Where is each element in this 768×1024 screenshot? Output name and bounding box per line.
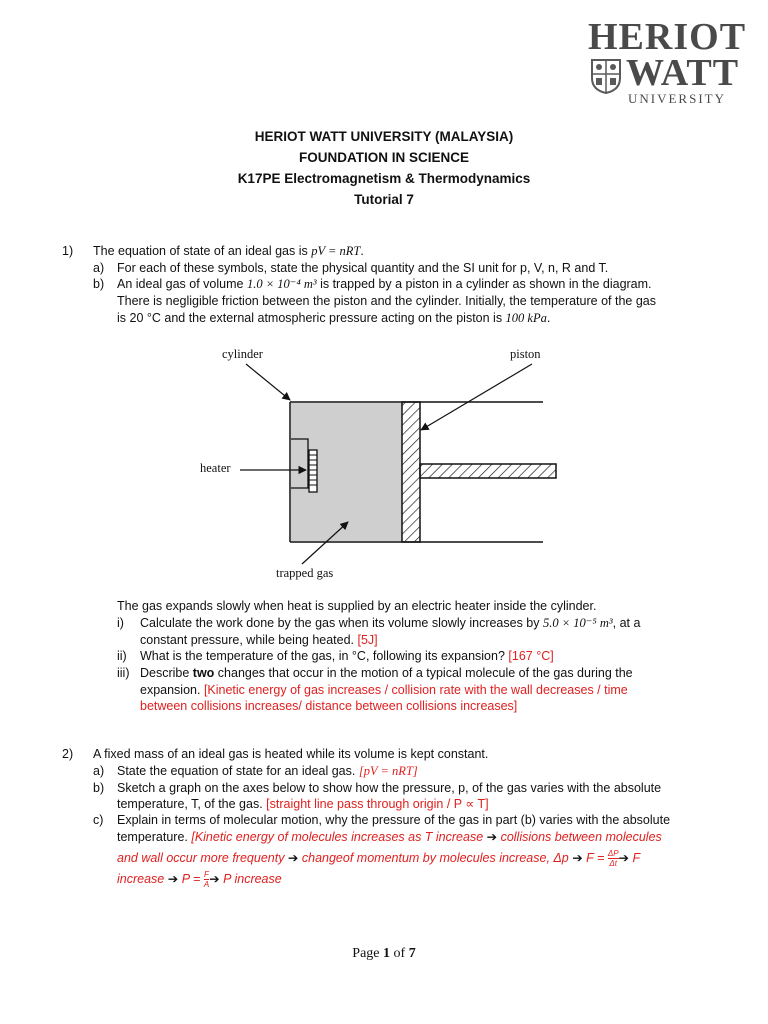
piston-rod [420, 464, 556, 478]
crest-icon [590, 58, 622, 94]
heater-coil [309, 450, 317, 492]
q2a-answer: [pV = nRT] [358, 764, 418, 778]
q2c-fraction-dp-dt [608, 849, 619, 868]
footer-of-word: of [390, 946, 409, 961]
q2c-answer-d: changeof momentum by molecules increase, Δp [298, 850, 573, 865]
piston-head [402, 402, 420, 542]
q1-intro [93, 243, 364, 260]
label-trapped-gas: trapped gas [276, 566, 334, 580]
q2c-line-1: Explain in terms of molecular motion, why the pressure of the gas in part (b) varies with the absolute [117, 813, 671, 827]
q1i-line-2 [140, 632, 378, 649]
cylinder-piston-diagram [190, 340, 570, 585]
q1b-line-2: There is negligible friction between the piston and the cylinder. Initially, the temperature of the gas [117, 294, 656, 308]
document-title-block [0, 126, 768, 210]
q1-expansion-intro: The gas expands slowly when heat is supplied by an electric heater inside the cylinder. [117, 599, 597, 613]
q1i-volume-equation: 5.0 × 10⁻⁵ m³ [542, 616, 613, 630]
piston-arrow [421, 364, 532, 430]
q1iii-line-1 [140, 665, 633, 682]
q1ii-label: ii) [117, 649, 127, 663]
q1ii-answer: [167 °C] [508, 649, 554, 663]
footer-page-total: 7 [408, 946, 416, 961]
q2a-line [117, 763, 418, 780]
q1-intro-end: . [360, 244, 364, 258]
arrow-icon: ➔ [287, 850, 299, 865]
q2-intro: A fixed mass of an ideal gas is heated while its volume is kept constant. [93, 747, 489, 761]
label-piston: piston [510, 347, 541, 361]
q2c-answer-a: [Kinetic energy of molecules increases as T increase [191, 830, 487, 844]
q1ii-line [140, 648, 554, 665]
q2c-answer-i: P increase [219, 871, 282, 886]
q2b-line-1: Sketch a graph on the axes below to show how the pressure, p, of the gas varies with the absolute [117, 781, 662, 795]
q1iii-line-1-pre: Describe [140, 666, 193, 680]
q1i-answer: [5J] [357, 633, 378, 647]
q1iii-answer-part-1: [Kinetic energy of gas increases / collision rate with the wall decreases / time [203, 683, 628, 697]
cylinder-arrow [246, 364, 290, 400]
q2c-answer-line-1 [191, 830, 661, 844]
q1b-pressure-value: 100 kPa [505, 311, 547, 325]
q2c-answer-line-3 [117, 870, 282, 889]
q1b-label: b) [93, 277, 105, 291]
arrow-icon: ➔ [486, 830, 498, 844]
q1i-line-1 [140, 615, 640, 632]
footer-page-number: 1 [383, 946, 391, 961]
q2a-label: a) [93, 764, 105, 778]
q2b-line-2 [117, 796, 489, 813]
q1iii-line-1-post: changes that occur in the motion of a typical molecule of the gas during the [214, 666, 633, 680]
q2c-answer-f: F [629, 850, 641, 865]
q1i-label: i) [117, 616, 124, 630]
q1i-line-2-text: constant pressure, while being heated. [140, 633, 358, 647]
logo-line-3: UNIVERSITY [628, 91, 726, 106]
q2c-answer-c: and wall occur more frequenty [117, 850, 288, 865]
q1iii-line-2-text: expansion. [140, 683, 204, 697]
q1b-line-1 [117, 276, 652, 293]
title-university: HERIOT WATT UNIVERSITY (MALAYSIA) [254, 129, 514, 144]
q2c-line-2 [117, 829, 662, 846]
q1iii-label: iii) [117, 666, 130, 680]
q2a-text: State the equation of state for an ideal gas. [117, 764, 359, 778]
q1iii-line-2 [140, 682, 628, 699]
q2c-line-2-text: temperature. [117, 830, 192, 844]
q1iii-answer-part-2: between collisions increases/ distance between collisions increases] [140, 699, 518, 713]
q1-intro-text: The equation of state of an ideal gas is [93, 244, 312, 258]
q2c-answer-e: F = [582, 850, 608, 865]
logo-line-1: HERIOT [588, 16, 747, 58]
arrow-icon: ➔ [618, 850, 630, 865]
title-tutorial: Tutorial 7 [354, 192, 414, 207]
q2c-frac1-numerator: ΔP [607, 849, 619, 858]
q2b-answer: [straight line pass through origin / P ∝ T] [266, 797, 489, 811]
q1b-volume-equation: 1.0 × 10⁻⁴ m³ [246, 277, 317, 291]
q1b-line-3-pre: is 20 °C and the external atmospheric pressure acting on the piston is [117, 311, 506, 325]
title-program: FOUNDATION IN SCIENCE [298, 150, 469, 165]
q2c-answer-h: P = [178, 871, 204, 886]
q2c-frac1-denominator: Δt [609, 859, 617, 868]
arrow-icon: ➔ [209, 871, 220, 886]
q1ii-text: What is the temperature of the gas, in °C, following its expansion? [140, 649, 509, 663]
arrow-icon: ➔ [167, 871, 179, 886]
q1-intro-equation: pV = nRT [311, 244, 361, 258]
label-cylinder: cylinder [222, 347, 263, 361]
q2b-label: b) [93, 781, 105, 795]
q1-number: 1) [62, 244, 74, 258]
q1b-line-3-post: . [546, 311, 551, 325]
q2c-answer-line-2 [117, 849, 640, 868]
q2c-answer-g: increase [117, 871, 168, 886]
arrow-icon: ➔ [572, 850, 583, 865]
q1i-line-1-post: , at a [612, 616, 641, 630]
footer-page-word: Page [352, 946, 384, 961]
page-footer [0, 946, 768, 962]
q2c-answer-b: collisions between molecules [497, 830, 662, 844]
q1a-text: For each of these symbols, state the physical quantity and the SI unit for p, V, n, R and T. [117, 261, 609, 275]
q1b-line-3 [117, 310, 550, 327]
q1a-label: a) [93, 261, 105, 275]
q1iii-bold-word: two [192, 666, 215, 680]
university-logo [588, 18, 748, 108]
q2-number: 2) [62, 747, 74, 761]
q1i-line-1-pre: Calculate the work done by the gas when its volume slowly increases by [140, 616, 543, 630]
q1b-line-1-post: is trapped by a piston in a cylinder as shown in the diagram. [316, 277, 652, 291]
logo-line-2: WATT [626, 52, 740, 94]
q2c-frac2-numerator: F [204, 870, 209, 879]
q2b-line-2-text: temperature, T, of the gas. [117, 797, 267, 811]
q2c-label: c) [93, 813, 104, 827]
q1b-line-1-pre: An ideal gas of volume [117, 277, 247, 291]
title-course: K17PE Electromagnetism & Thermodynamics [237, 171, 531, 186]
label-heater: heater [200, 461, 231, 475]
q2c-frac2-denominator: A [203, 880, 210, 889]
